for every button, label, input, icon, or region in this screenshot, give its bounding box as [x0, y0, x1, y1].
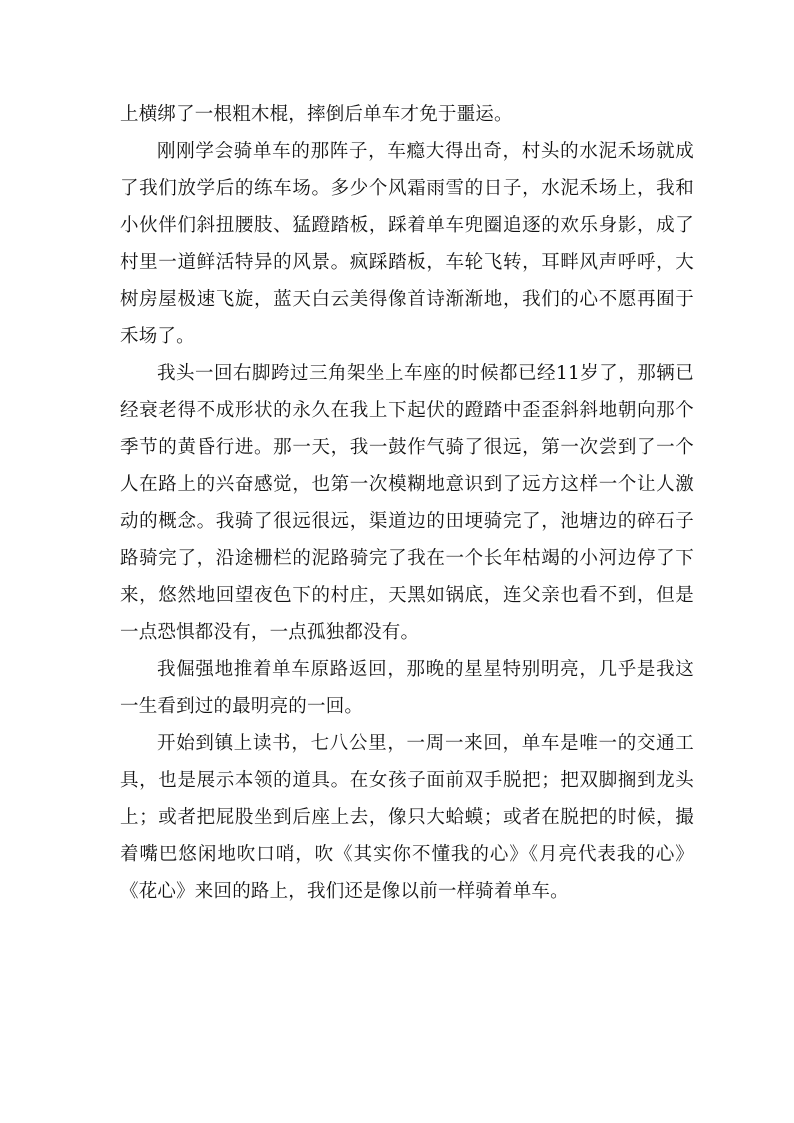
paragraph: 我头一回右脚跨过三角架坐上车座的时候都已经11岁了，那辆已经衰老得不成形状的永久在我上下起伏的蹬踏中歪歪斜斜地朝向那个季节的黄昏行进。那一天，我一鼓作气骑了很远，第一次尝到了一个人在路上的兴奋感觉，也第一次模糊地意识到了远方这样一个让人激动的概念。我骑了很远很远，渠道边的田埂骑完了，池塘边的碎石子路骑完了，沿途栅栏的泥路骑完了我在一个长年枯竭的小河边停了下来，悠然地回望夜色下的村庄，天黑如锅底，连父亲也看不到，但是一点恐惧都没有，一点孤独都没有。 [120, 363, 694, 643]
paragraph: 我倔强地推着单车原路返回，那晚的星星特别明亮，几乎是我这一生看到过的最明亮的一回。 [120, 659, 694, 717]
paragraph: 开始到镇上读书，七八公里，一周一来回，单车是唯一的交通工具，也是展示本领的道具。在女孩子面前双手脱把；把双脚搁到龙头上；或者把屁股坐到后座上去，像只大蛤蟆；或者在脱把的时候，撮着嘴巴悠闲地吹口哨，吹《其实你不懂我的心》《月亮代表我的心》《花心》来回的路上，我们还是像以前一样骑着单车。 [120, 733, 694, 902]
paragraph: 上横绑了一根粗木棍，摔倒后单车才免于噩运。 [120, 104, 513, 125]
document-body [120, 96, 694, 910]
paragraph: 刚刚学会骑单车的那阵子，车瘾大得出奇，村头的水泥禾场就成了我们放学后的练车场。多少个风霜雨雪的日子，水泥禾场上，我和小伙伴们斜扭腰肢、猛蹬踏板，踩着单车兜圈追逐的欢乐身影，成了村里一道鲜活特异的风景。疯踩踏板，车轮飞转，耳畔风声呼呼，大树房屋极速飞旋，蓝天白云美得像首诗渐渐地，我们的心不愿再囿于禾场了。 [120, 141, 694, 347]
